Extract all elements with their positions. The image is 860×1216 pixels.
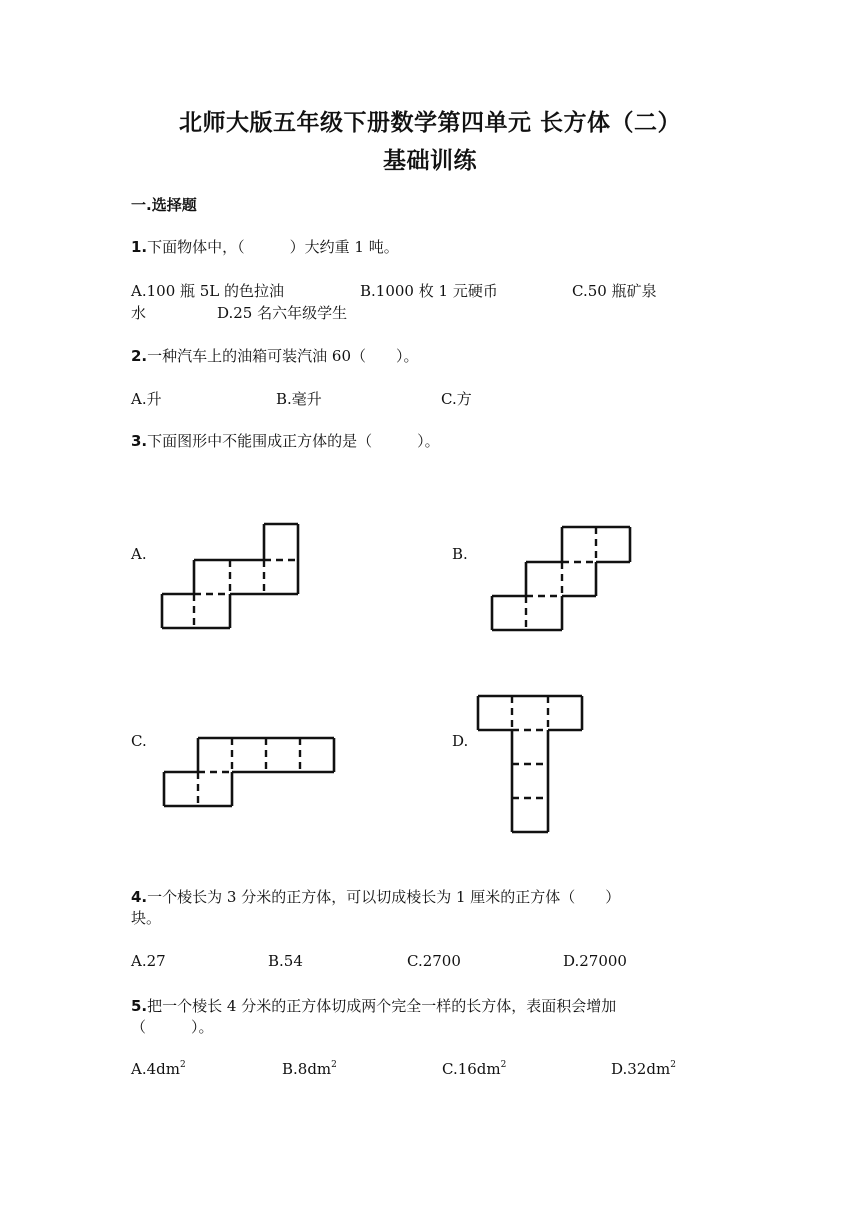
option-4b: B.54	[268, 952, 303, 970]
option-1c: C.50 瓶矿泉	[572, 282, 657, 300]
option-1b: B.1000 枚 1 元硬币	[360, 282, 498, 300]
question-text: 一种汽车上的油箱可装汽油 60（ ）。	[147, 347, 419, 365]
question-number: 3.	[131, 432, 148, 450]
option-5b: $B.8dm^2$	[282, 1060, 337, 1078]
question-text: 下面图形中不能围成正方体的是（ ）。	[147, 432, 440, 450]
option-2a: A.升	[131, 390, 162, 408]
option-5a: $A.4dm^2$	[131, 1060, 186, 1078]
option-2c: C.方	[441, 390, 472, 408]
question-4-cont: 块。	[131, 909, 162, 927]
option-2b: B.毫升	[276, 390, 322, 408]
option-1a: A.100 瓶 5L 的色拉油	[131, 282, 285, 300]
question-text: 一个棱长为 3 分米的正方体，可以切成棱长为 1 厘米的正方体（ ）	[147, 888, 621, 906]
option-3c: C.	[131, 732, 147, 750]
question-number: 2.	[131, 347, 148, 365]
question-number: 5.	[131, 997, 148, 1015]
option-3a: A.	[131, 545, 147, 563]
page-title: 北师大版五年级下册数学第四单元 长方体（二）	[178, 110, 681, 136]
option-1d: D.25 名六年级学生	[217, 304, 348, 322]
section-heading: 一.选择题	[131, 196, 197, 214]
option-4a: A.27	[131, 952, 166, 970]
question-number: 4.	[131, 888, 148, 906]
question-number: 1.	[131, 238, 148, 256]
question-5-cont: （ ）。	[131, 1018, 214, 1036]
question-5	[131, 995, 616, 1016]
page-subtitle: 基础训练	[383, 148, 477, 174]
option-4c: C.2700	[407, 952, 461, 970]
option-1c-cont: 水	[131, 304, 147, 322]
option-5c: $C.16dm^2$	[442, 1060, 507, 1078]
option-4d: D.27000	[563, 952, 627, 970]
option-5d: $D.32dm^2$	[611, 1060, 676, 1078]
option-3d: D.	[452, 732, 469, 750]
question-4	[131, 886, 620, 907]
option-3b: B.	[452, 545, 468, 563]
question-text: 把一个棱长 4 分米的正方体切成两个完全一样的长方体，表面积会增加	[147, 997, 617, 1015]
question-text: 下面物体中，（ ）大约重 1 吨。	[147, 238, 399, 256]
